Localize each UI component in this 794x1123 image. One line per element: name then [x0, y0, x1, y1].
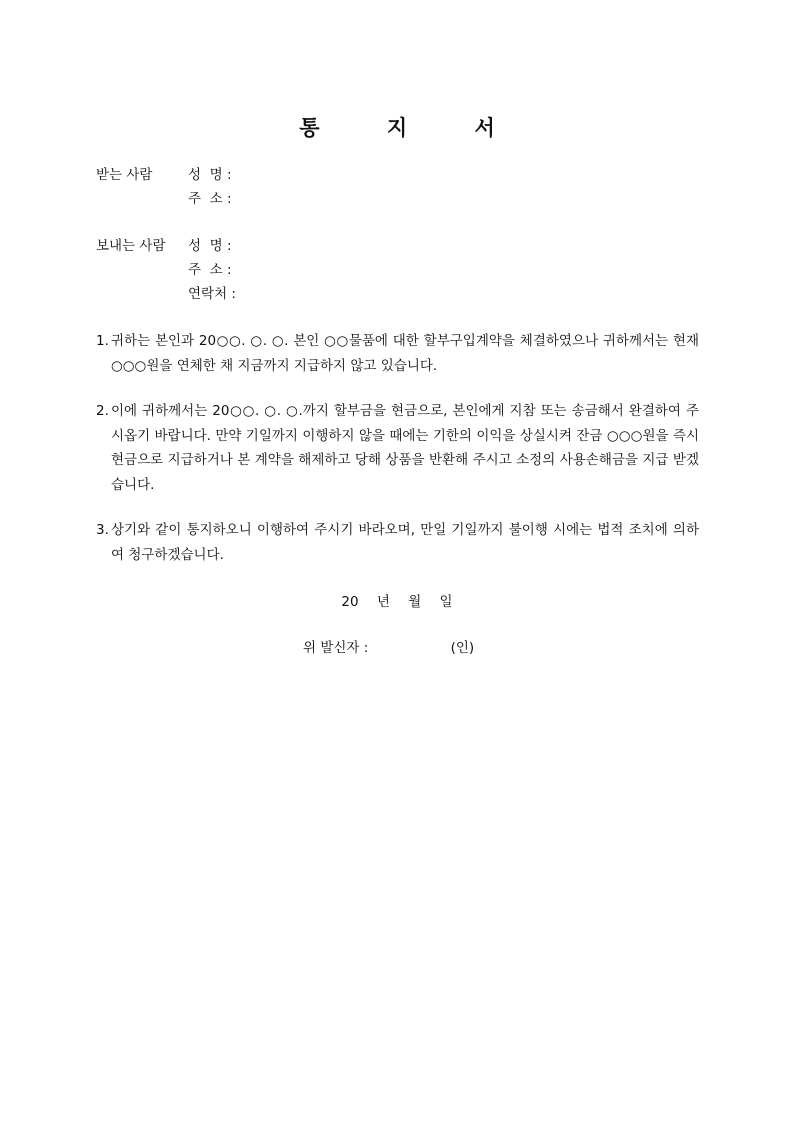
sender-name-row — [0, 236, 794, 256]
paragraph-number: 1. — [96, 333, 109, 349]
sender-address-label: 주 소 : — [188, 262, 232, 278]
sender-contact-label: 연락처 : — [188, 286, 236, 302]
sender-contact-row — [0, 284, 794, 304]
recipient-name-row — [0, 165, 794, 185]
recipient-name-label: 성 명 : — [188, 167, 232, 183]
paragraph-text: 상기와 같이 통지하오니 이행하여 주시기 바라오며, 만일 기일까지 불이행 시에는 법적 조치에 의하여 청구하겠습니다. — [111, 522, 699, 563]
document-title: 통 지 서 — [299, 116, 525, 140]
paragraph-number: 2. — [96, 403, 109, 419]
paragraph-2 — [96, 399, 699, 497]
paragraph-3 — [96, 518, 699, 567]
recipient-address-row — [0, 189, 794, 209]
paragraph-1 — [96, 329, 699, 378]
sender-address-row — [0, 260, 794, 280]
signature-label: 위 발신자 : — [303, 640, 369, 656]
paragraph-text: 귀하는 본인과 20○○. ○. ○. 본인 ○○물품에 대한 할부구입계약을 체결하였으나 귀하께서는 현재 ○○○원을 연체한 채 지금까지 지급하지 않고 있습니다. — [111, 333, 699, 374]
paragraph-text: 이에 귀하께서는 20○○. ○. ○.까지 할부금을 현금으로, 본인에게 지참 또는 송금해서 완결하여 주시옵기 바랍니다. 만약 기일까지 이행하지 않을 때에는 기한의 이익을 상실시켜 잔금 ○○○원을 즉시 현금으로 지급하거나 본 계약을 해제하고 당해 상품을 반환해 주시고 소정의 사용손해금을 지급 받겠습니다. — [111, 403, 699, 493]
paragraph-number: 3. — [96, 522, 109, 538]
recipient-address-label: 주 소 : — [188, 191, 232, 207]
seal-mark: (인) — [450, 640, 475, 656]
sender-name-label: 성 명 : — [188, 238, 232, 254]
sender-label: 보내는 사람 — [96, 238, 166, 254]
signature-line — [303, 636, 474, 656]
recipient-label: 받는 사람 — [96, 167, 153, 183]
date-line: 20 년 월 일 — [341, 594, 453, 610]
